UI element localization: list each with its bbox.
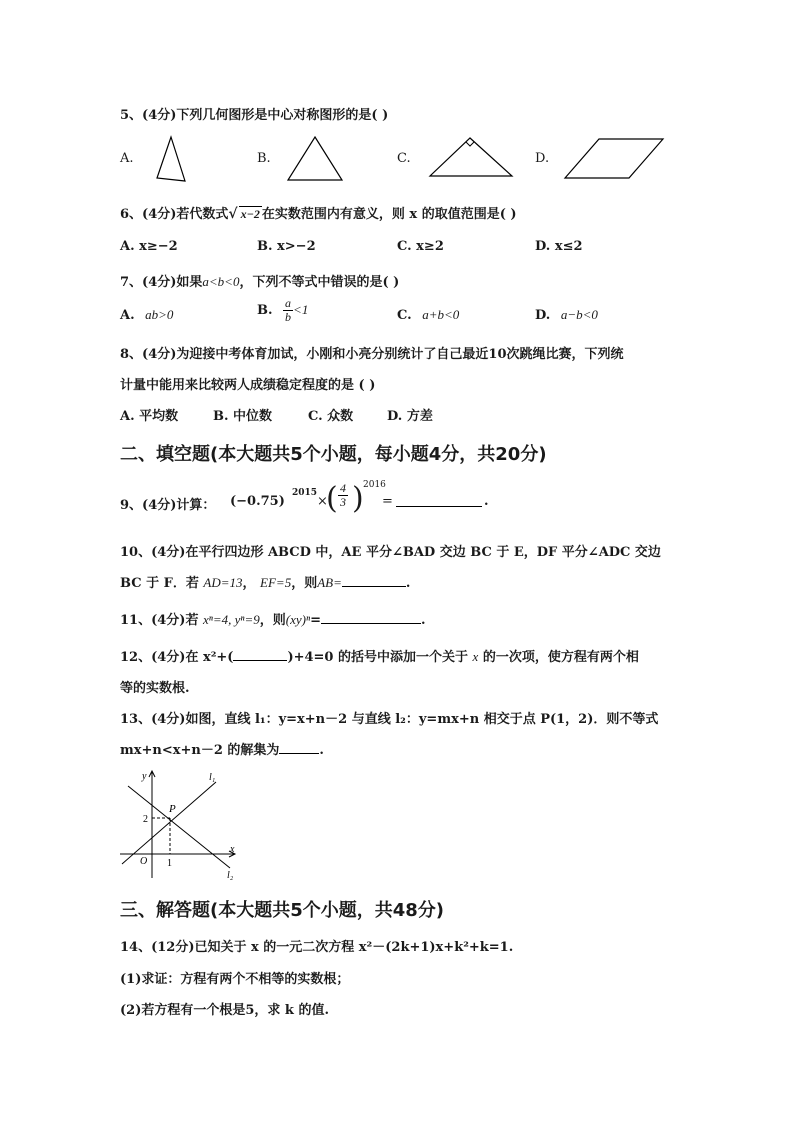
q7-option-a-label: A.	[120, 308, 135, 323]
q6-prefix: 6、(4分)若代数式	[120, 207, 229, 222]
q7-option-a	[120, 307, 173, 323]
q7-option-b-denominator: b	[285, 310, 292, 324]
q11-condition: xⁿ=4, yⁿ=9	[202, 612, 260, 627]
line-l1-label: l₁	[209, 772, 216, 783]
q13-line-1: 13、(4分)如图，直线 l₁：y=x+n－2 与直线 l₂：y=mx+n 相交于点 P(1，2)．则不等式	[120, 712, 659, 727]
q10-line-1: 10、(4分)在平行四边形 ABCD 中，AE 平分∠BAD 交边 BC 于 E，DF 平分∠ADC 交边	[120, 545, 661, 560]
q7-condition: a<b<0	[202, 274, 240, 289]
q12-end: 的一次项，使方程有两个相	[482, 650, 639, 665]
q10-line-2	[120, 572, 410, 591]
q11-stem	[120, 609, 426, 628]
q6-stem	[120, 203, 517, 222]
q7-option-b	[257, 297, 308, 324]
q9-fraction	[338, 482, 348, 509]
q10-ad: AD=13	[203, 575, 243, 590]
q7-option-d-label: D.	[535, 308, 551, 323]
q8-option-a: A. 平均数	[120, 409, 179, 424]
q10-period: .	[405, 576, 411, 591]
q7-option-c-expr: a+b<0	[422, 307, 460, 322]
q5-option-b: B.	[257, 151, 271, 166]
q13-line-2	[120, 739, 324, 758]
q10-separator: ，	[242, 576, 256, 591]
q8-line-1: 8、(4分)为迎接中考体育加试，小刚和小亮分别统计了自己最近10次跳绳比赛，下列统	[120, 347, 624, 362]
q8-line-2: 计量中能用来比较两人成绩稳定程度的是 ( )	[120, 378, 376, 393]
x-axis-label: x	[230, 844, 235, 855]
tick-label-2: 2	[143, 814, 148, 825]
q10-then: ，则	[291, 576, 318, 591]
q7-option-c	[397, 307, 459, 323]
q7-option-b-relation: <1	[293, 302, 309, 317]
q5-figure-a	[152, 134, 192, 184]
q11-then: ，则	[259, 613, 286, 628]
q11-expression: (xy)ⁿ	[285, 612, 311, 627]
q5-stem: 5、(4分)下列几何图形是中心对称图形的是( )	[120, 108, 389, 123]
line-l1	[122, 782, 216, 864]
sqrt-icon: √	[228, 206, 238, 222]
q13-graph	[112, 766, 242, 884]
q10-line-2-start: BC 于 F．若	[120, 576, 199, 591]
q8-option-c: C. 众数	[308, 409, 354, 424]
q9-base: (−0.75)	[230, 494, 285, 509]
q7-option-d-expr: a−b<0	[560, 307, 598, 322]
q9-equals: =	[382, 494, 393, 509]
q7-option-b-label: B.	[257, 303, 273, 318]
q7-stem	[120, 271, 399, 290]
q12-start: 12、(4分)在 x²+(	[120, 650, 234, 665]
q10-ef: EF=5	[260, 575, 292, 590]
q5-option-c: C.	[397, 151, 411, 166]
tick-label-1: 1	[167, 858, 172, 869]
section-3-heading: 三、解答题(本大题共5个小题，共48分)	[120, 900, 445, 921]
q12-line-2: 等的实数根.	[120, 681, 190, 696]
q6-option-c: C. x≥2	[397, 239, 444, 254]
section-2-heading: 二、填空题(本大题共5个小题，每小题4分，共20分)	[120, 444, 547, 465]
q11-prefix: 11、(4分)若	[120, 613, 199, 628]
q11-period: .	[420, 613, 426, 628]
q9-answer-blank[interactable]	[396, 494, 482, 507]
q12-line-1	[120, 646, 639, 665]
q5-option-d: D.	[535, 151, 550, 166]
q9-prefix: 9、(4分)计算：	[120, 498, 216, 513]
q5-figure-b	[285, 134, 345, 184]
q12-answer-blank[interactable]	[233, 648, 287, 661]
q10-ab: AB=	[317, 575, 342, 590]
q12-middle: )+4=0 的括号中添加一个关于	[287, 650, 469, 665]
q6-radicand: x−2	[240, 207, 260, 221]
q7-option-b-fraction	[283, 297, 293, 324]
q9-exponent-2: 2016	[363, 480, 386, 490]
q6-option-a: A. x≥−2	[120, 239, 178, 254]
q8-option-b: B. 中位数	[213, 409, 273, 424]
q14-stem: 14、(12分)已知关于 x 的一元二次方程 x²－(2k+1)x+k²+k=1.	[120, 940, 514, 955]
q5-figure-d	[563, 134, 668, 184]
q13-period: .	[319, 743, 324, 758]
q7-option-a-expr: ab>0	[145, 307, 174, 322]
q9-period: .	[484, 494, 489, 509]
q14-part-1: (1)求证：方程有两个不相等的实数根；	[120, 972, 350, 987]
q14-part-2: (2)若方程有一个根是5，求 k 的值.	[120, 1003, 329, 1018]
q9-exponent-1: 2015	[292, 488, 318, 498]
q9-numerator: 4	[340, 481, 346, 495]
y-axis-label: y	[142, 771, 147, 782]
q5-figure-c	[428, 134, 518, 184]
q7-option-b-numerator: a	[285, 296, 292, 310]
q11-equals: =	[310, 613, 321, 628]
q9-right-paren: )	[352, 481, 364, 516]
origin-label: O	[140, 856, 148, 867]
q10-answer-blank[interactable]	[342, 574, 406, 587]
q12-variable: x	[472, 649, 479, 664]
q7-option-c-label: C.	[397, 308, 412, 323]
q13-answer-blank[interactable]	[279, 741, 319, 754]
q8-option-d: D. 方差	[387, 409, 433, 424]
q11-answer-blank[interactable]	[321, 611, 421, 624]
q7-suffix: ，下列不等式中错误的是( )	[239, 275, 400, 290]
q6-suffix: 在实数范围内有意义，则 x 的取值范围是( )	[261, 207, 517, 222]
line-l2-label: l₂	[227, 870, 234, 881]
q9-denominator: 3	[340, 495, 346, 509]
q6-option-b: B. x>−2	[257, 239, 316, 254]
q9-left-paren: (	[326, 481, 338, 516]
q6-option-d: D. x≤2	[535, 239, 583, 254]
q7-prefix: 7、(4分)如果	[120, 275, 203, 290]
q9-times: ×	[317, 494, 328, 509]
q5-option-a: A.	[120, 151, 134, 166]
q7-option-d	[535, 307, 598, 323]
point-p-label: P	[169, 803, 176, 815]
q13-line-2-start: mx+n<x+n－2 的解集为	[120, 743, 280, 758]
